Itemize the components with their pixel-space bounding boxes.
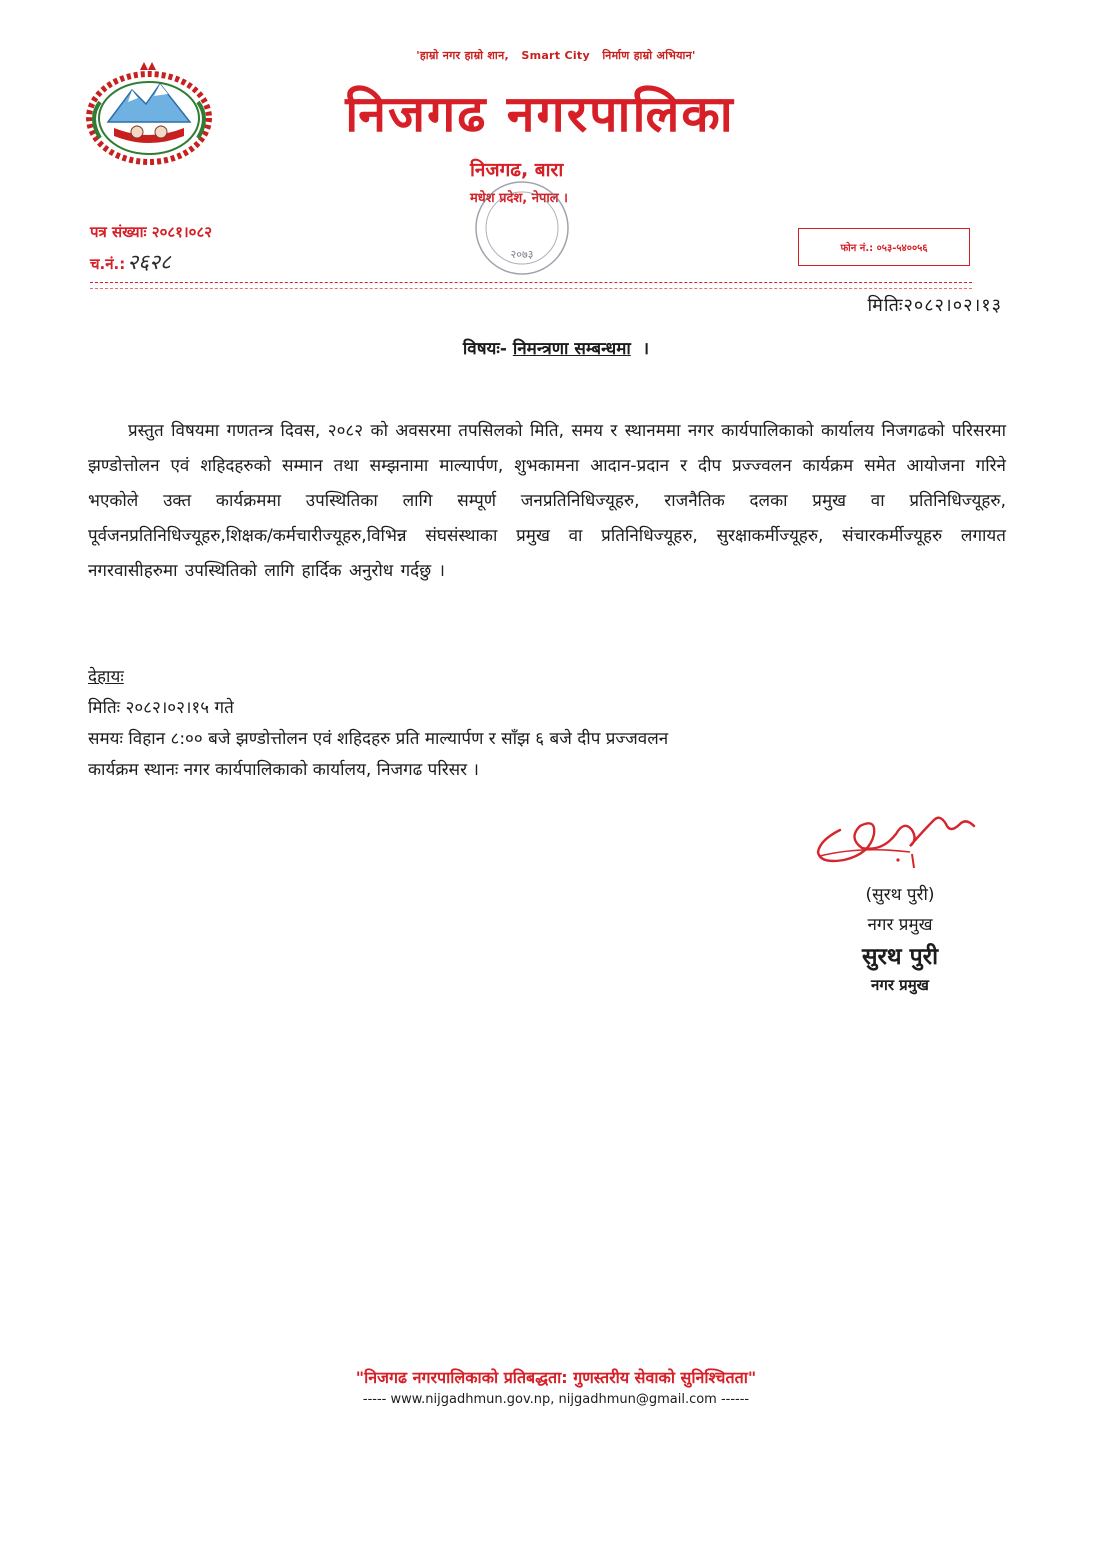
nepal-emblem-icon	[80, 62, 218, 172]
reference-number: पत्र संख्याः २०८१।०८२	[90, 223, 213, 241]
signatory-block	[800, 880, 1000, 996]
office-stamp-icon	[462, 178, 582, 278]
footer-motto: "निजगढ नगरपालिकाको प्रतिबद्धता: गुणस्तरीय सेवाको सुनिश्चितता"	[355, 1368, 757, 1387]
slogan	[0, 48, 1112, 63]
organization-name: निजगढ नगरपालिका	[345, 84, 735, 143]
slogan-smart-city: Smart City	[521, 49, 590, 62]
letter-date: मितिः२०८२।०२।१३	[867, 295, 1002, 316]
body-paragraph: प्रस्तुत विषयमा गणतन्त्र दिवस, २०८२ को अवसरमा तपसिलको मिति, समय र स्थानममा नगर कार्यपालिकाको कार्यालय निजगढको परिसरमा झण्डोत्तोलन एवं शहिदहरुको सम्मान तथा सम्झनामा माल्यार्पण, शुभकामना आदान-प्रदान र दीप प्रज्ज्वलन कार्यक्रम समेत आयोजना गरिने भएकोले उक्त कार्यक्रममा उपस्थितिका लागि सम्पूर्ण जनप्रतिनिधिज्यूहरु, राजनैतिक दलका प्रमुख वा प्रतिनिधिज्यूहरु, पूर्वजनप्रतिनिधिज्यूहरु,शिक्षक/कर्मचारीज्यूहरु,विभिन्न संघसंस्थाका प्रमुख वा प्रतिनिधिज्यूहरु, सुरक्षाकर्मीज्यूहरु, संचारकर्मीज्यूहरु लगायत नगरवासीहरुमा उपस्थितिको लागि हार्दिक अनुरोध गर्दछु ।	[88, 421, 1006, 581]
letter-subject	[0, 336, 1112, 359]
dispatch-number: २६२८	[127, 250, 171, 274]
signatory-stamp-name: सुरथ पुरी	[861, 944, 939, 970]
dispatch-line	[90, 248, 212, 276]
header-divider-secondary	[90, 288, 972, 289]
details-date: मितिः २०८२।०२।१५ गते	[88, 698, 234, 718]
subject-label: विषयः-	[462, 339, 507, 359]
organization-address: निजगढ, बारा	[470, 159, 564, 181]
dispatch-label: च.नं.:	[90, 255, 126, 273]
subject-text: निमन्त्रणा सम्बन्धमा	[512, 339, 631, 359]
reference-block	[90, 222, 212, 276]
letter-body	[88, 414, 1006, 589]
signatory-title: नगर प्रमुख	[867, 915, 933, 935]
organization-province: मधेश प्रदेश, नेपाल ।	[470, 191, 568, 206]
slogan-right: निर्माण हाम्रो अभियान'	[602, 49, 696, 62]
signatory-stamp-title: नगर प्रमुख	[871, 976, 929, 994]
stamp-year: २०७३	[510, 248, 534, 261]
header-divider	[90, 282, 972, 283]
footer-contact: ----- www.nijgadhmun.gov.np, nijgadhmun@gmail.com ------	[362, 1392, 750, 1407]
signatory-name: (सुरथ पुरी)	[865, 885, 935, 905]
event-details	[88, 662, 668, 786]
signature-icon	[800, 790, 980, 880]
details-time: समयः विहान ८:०० बजे झण्डोत्तोलन एवं शहिदहरु प्रति माल्यार्पण र साँझ ६ बजे दीप प्रज्जवलन	[88, 729, 669, 749]
subject-end: ।	[642, 339, 650, 359]
details-heading: देहायः	[88, 667, 124, 687]
slogan-left: 'हाम्रो नगर हाम्रो शान,	[416, 49, 509, 62]
phone-number-box: फोन नं.: ०५३-५४००५६	[798, 228, 970, 266]
details-venue: कार्यक्रम स्थानः नगर कार्यपालिकाको कार्यालय, निजगढ परिसर ।	[88, 760, 479, 780]
